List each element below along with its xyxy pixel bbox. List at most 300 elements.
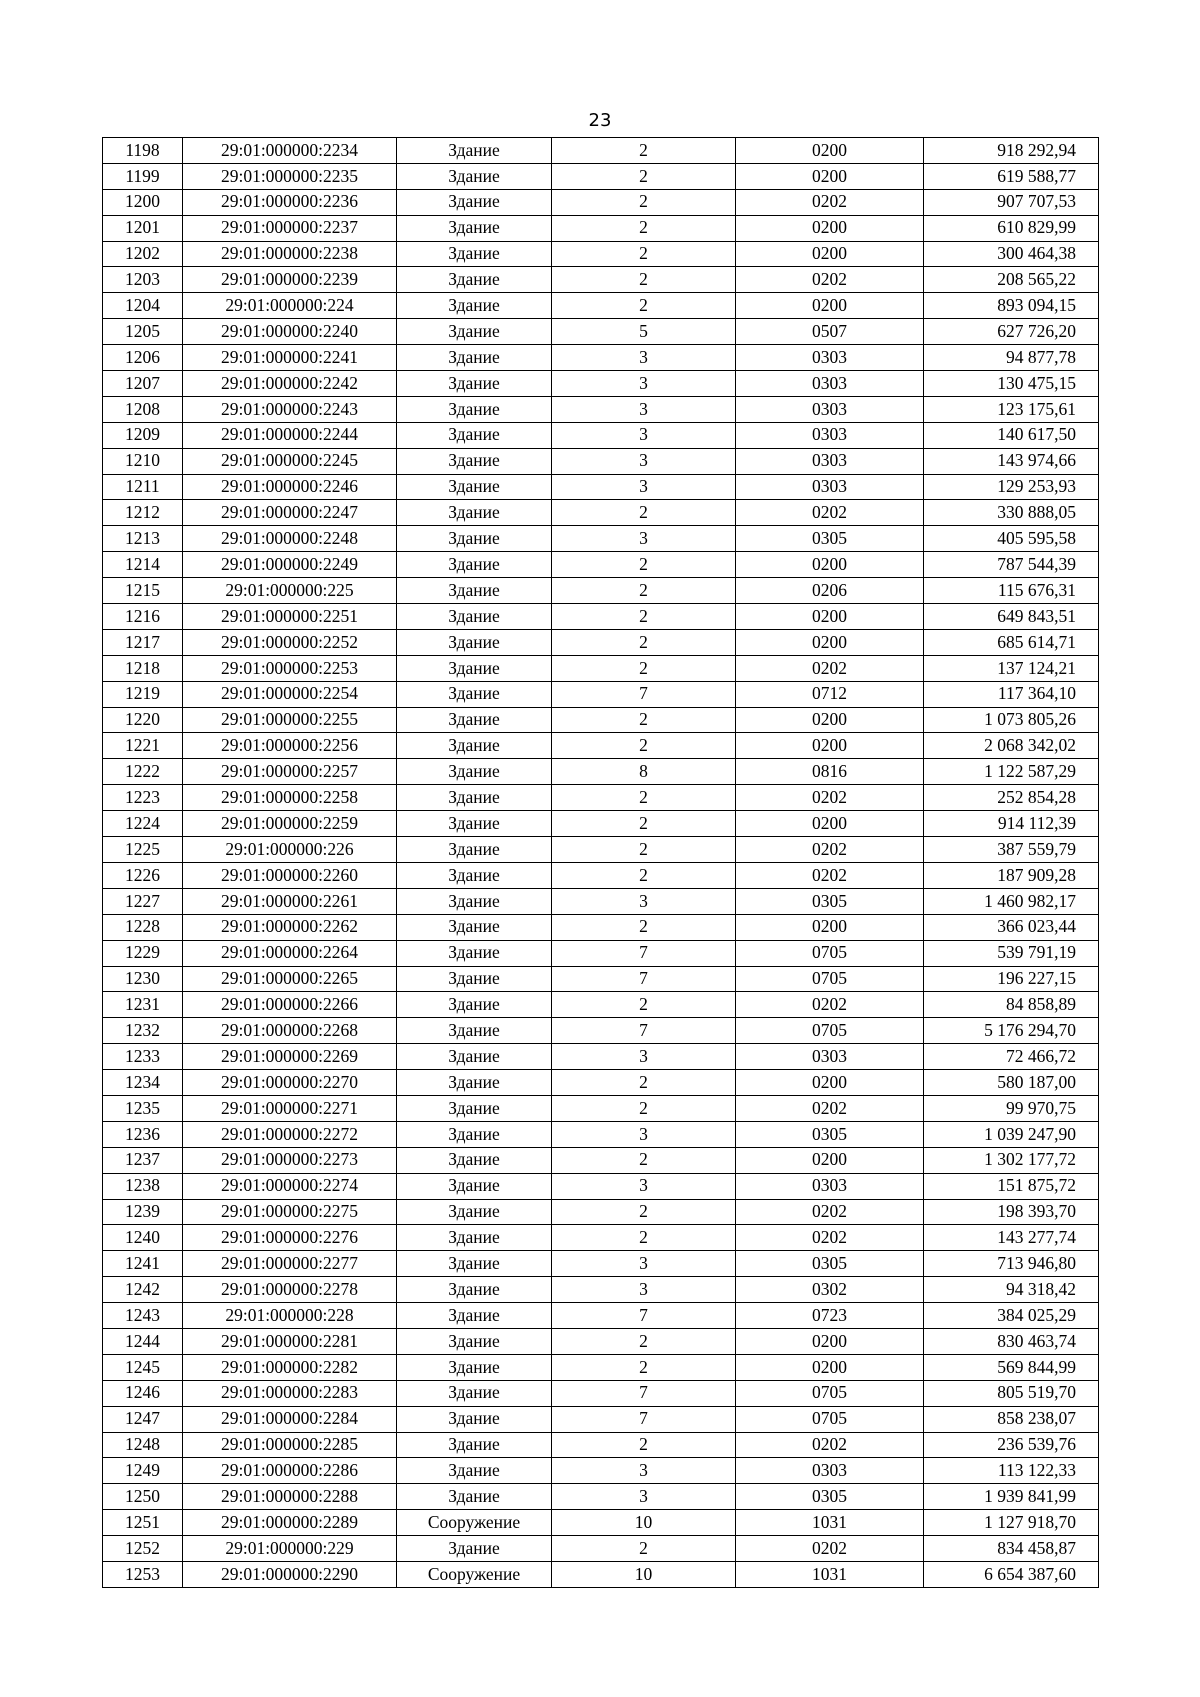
cadastral-value-cell: 539 791,19 — [924, 940, 1099, 966]
object-type-cell: Здание — [397, 1484, 552, 1510]
row-number-cell: 1245 — [103, 1354, 183, 1380]
group-code-cell: 2 — [552, 215, 736, 241]
row-number-cell: 1208 — [103, 396, 183, 422]
page-number: 23 — [588, 110, 612, 131]
object-type-cell: Здание — [397, 526, 552, 552]
row-number-cell: 1225 — [103, 837, 183, 863]
cadastral-number-cell: 29:01:000000:2243 — [183, 396, 397, 422]
subgroup-code-cell: 0202 — [736, 267, 924, 293]
object-type-cell: Здание — [397, 241, 552, 267]
object-type-cell: Здание — [397, 396, 552, 422]
table-row — [103, 526, 1099, 552]
cadastral-value-cell: 1 302 177,72 — [924, 1147, 1099, 1173]
group-code-cell: 2 — [552, 293, 736, 319]
object-type-cell: Здание — [397, 138, 552, 164]
table-row — [103, 1458, 1099, 1484]
row-number-cell: 1216 — [103, 604, 183, 630]
row-number-cell: 1233 — [103, 1044, 183, 1070]
cadastral-number-cell: 29:01:000000:2286 — [183, 1458, 397, 1484]
subgroup-code-cell: 0303 — [736, 345, 924, 371]
row-number-cell: 1212 — [103, 500, 183, 526]
registry-table-body — [103, 138, 1099, 1588]
cadastral-number-cell: 29:01:000000:2278 — [183, 1277, 397, 1303]
subgroup-code-cell: 0305 — [736, 526, 924, 552]
cadastral-number-cell: 29:01:000000:2248 — [183, 526, 397, 552]
group-code-cell: 3 — [552, 371, 736, 397]
group-code-cell: 2 — [552, 1432, 736, 1458]
table-row — [103, 138, 1099, 164]
group-code-cell: 10 — [552, 1510, 736, 1536]
cadastral-number-cell: 29:01:000000:2262 — [183, 914, 397, 940]
group-code-cell: 2 — [552, 1536, 736, 1562]
table-row — [103, 1484, 1099, 1510]
cadastral-number-cell: 29:01:000000:2249 — [183, 552, 397, 578]
table-row — [103, 1095, 1099, 1121]
row-number-cell: 1210 — [103, 448, 183, 474]
object-type-cell: Здание — [397, 1406, 552, 1432]
row-number-cell: 1204 — [103, 293, 183, 319]
cadastral-number-cell: 29:01:000000:2257 — [183, 759, 397, 785]
table-row — [103, 785, 1099, 811]
row-number-cell: 1248 — [103, 1432, 183, 1458]
cadastral-value-cell: 405 595,58 — [924, 526, 1099, 552]
table-row — [103, 733, 1099, 759]
cadastral-value-cell: 140 617,50 — [924, 422, 1099, 448]
subgroup-code-cell: 0705 — [736, 966, 924, 992]
row-number-cell: 1219 — [103, 681, 183, 707]
cadastral-value-cell: 196 227,15 — [924, 966, 1099, 992]
row-number-cell: 1230 — [103, 966, 183, 992]
group-code-cell: 2 — [552, 267, 736, 293]
table-row — [103, 241, 1099, 267]
cadastral-number-cell: 29:01:000000:2272 — [183, 1121, 397, 1147]
cadastral-number-cell: 29:01:000000:2246 — [183, 474, 397, 500]
cadastral-number-cell: 29:01:000000:2271 — [183, 1095, 397, 1121]
group-code-cell: 3 — [552, 526, 736, 552]
subgroup-code-cell: 0302 — [736, 1277, 924, 1303]
row-number-cell: 1236 — [103, 1121, 183, 1147]
cadastral-number-cell: 29:01:000000:2264 — [183, 940, 397, 966]
cadastral-value-cell: 1 039 247,90 — [924, 1121, 1099, 1147]
object-type-cell: Здание — [397, 500, 552, 526]
table-row — [103, 1018, 1099, 1044]
object-type-cell: Здание — [397, 1432, 552, 1458]
cadastral-number-cell: 29:01:000000:2251 — [183, 604, 397, 630]
object-type-cell: Здание — [397, 1328, 552, 1354]
group-code-cell: 2 — [552, 241, 736, 267]
subgroup-code-cell: 0705 — [736, 940, 924, 966]
cadastral-value-cell: 387 559,79 — [924, 837, 1099, 863]
cadastral-value-cell: 72 466,72 — [924, 1044, 1099, 1070]
object-type-cell: Здание — [397, 267, 552, 293]
cadastral-value-cell: 1 127 918,70 — [924, 1510, 1099, 1536]
cadastral-value-cell: 143 974,66 — [924, 448, 1099, 474]
table-row — [103, 345, 1099, 371]
table-row — [103, 1432, 1099, 1458]
subgroup-code-cell: 0303 — [736, 474, 924, 500]
subgroup-code-cell: 0200 — [736, 293, 924, 319]
cadastral-value-cell: 123 175,61 — [924, 396, 1099, 422]
group-code-cell: 2 — [552, 1095, 736, 1121]
table-row — [103, 1354, 1099, 1380]
group-code-cell: 7 — [552, 1406, 736, 1432]
cadastral-value-cell: 6 654 387,60 — [924, 1561, 1099, 1587]
cadastral-value-cell: 907 707,53 — [924, 189, 1099, 215]
group-code-cell: 7 — [552, 1018, 736, 1044]
row-number-cell: 1198 — [103, 138, 183, 164]
object-type-cell: Здание — [397, 1354, 552, 1380]
cadastral-number-cell: 29:01:000000:2284 — [183, 1406, 397, 1432]
cadastral-value-cell: 208 565,22 — [924, 267, 1099, 293]
cadastral-value-cell: 198 393,70 — [924, 1199, 1099, 1225]
object-type-cell: Здание — [397, 655, 552, 681]
group-code-cell: 7 — [552, 1303, 736, 1329]
cadastral-value-cell: 914 112,39 — [924, 811, 1099, 837]
row-number-cell: 1227 — [103, 888, 183, 914]
cadastral-number-cell: 29:01:000000:2277 — [183, 1251, 397, 1277]
table-row — [103, 267, 1099, 293]
row-number-cell: 1244 — [103, 1328, 183, 1354]
object-type-cell: Здание — [397, 1277, 552, 1303]
subgroup-code-cell: 0202 — [736, 1536, 924, 1562]
group-code-cell: 2 — [552, 1328, 736, 1354]
table-row — [103, 163, 1099, 189]
row-number-cell: 1201 — [103, 215, 183, 241]
cadastral-value-cell: 1 122 587,29 — [924, 759, 1099, 785]
group-code-cell: 7 — [552, 681, 736, 707]
object-type-cell: Здание — [397, 1225, 552, 1251]
table-row — [103, 1225, 1099, 1251]
cadastral-value-cell: 137 124,21 — [924, 655, 1099, 681]
object-type-cell: Здание — [397, 1536, 552, 1562]
row-number-cell: 1237 — [103, 1147, 183, 1173]
object-type-cell: Здание — [397, 163, 552, 189]
table-row — [103, 448, 1099, 474]
group-code-cell: 3 — [552, 396, 736, 422]
cadastral-value-cell: 1 073 805,26 — [924, 707, 1099, 733]
table-row — [103, 293, 1099, 319]
subgroup-code-cell: 0305 — [736, 1484, 924, 1510]
group-code-cell: 2 — [552, 837, 736, 863]
row-number-cell: 1215 — [103, 578, 183, 604]
row-number-cell: 1239 — [103, 1199, 183, 1225]
cadastral-value-cell: 610 829,99 — [924, 215, 1099, 241]
subgroup-code-cell: 0705 — [736, 1018, 924, 1044]
table-row — [103, 1406, 1099, 1432]
group-code-cell: 3 — [552, 1251, 736, 1277]
subgroup-code-cell: 0723 — [736, 1303, 924, 1329]
cadastral-value-cell: 151 875,72 — [924, 1173, 1099, 1199]
cadastral-value-cell: 384 025,29 — [924, 1303, 1099, 1329]
subgroup-code-cell: 0202 — [736, 500, 924, 526]
row-number-cell: 1200 — [103, 189, 183, 215]
subgroup-code-cell: 0303 — [736, 448, 924, 474]
row-number-cell: 1199 — [103, 163, 183, 189]
subgroup-code-cell: 0305 — [736, 1251, 924, 1277]
subgroup-code-cell: 0202 — [736, 189, 924, 215]
cadastral-number-cell: 29:01:000000:2281 — [183, 1328, 397, 1354]
object-type-cell: Здание — [397, 681, 552, 707]
cadastral-number-cell: 29:01:000000:2283 — [183, 1380, 397, 1406]
cadastral-number-cell: 29:01:000000:2256 — [183, 733, 397, 759]
row-number-cell: 1223 — [103, 785, 183, 811]
subgroup-code-cell: 0206 — [736, 578, 924, 604]
cadastral-number-cell: 29:01:000000:2244 — [183, 422, 397, 448]
group-code-cell: 2 — [552, 811, 736, 837]
cadastral-number-cell: 29:01:000000:2253 — [183, 655, 397, 681]
table-row — [103, 992, 1099, 1018]
registry-table — [102, 137, 1099, 1588]
table-row — [103, 888, 1099, 914]
cadastral-number-cell: 29:01:000000:2288 — [183, 1484, 397, 1510]
subgroup-code-cell: 0303 — [736, 371, 924, 397]
subgroup-code-cell: 0816 — [736, 759, 924, 785]
row-number-cell: 1250 — [103, 1484, 183, 1510]
group-code-cell: 3 — [552, 345, 736, 371]
object-type-cell: Здание — [397, 785, 552, 811]
group-code-cell: 2 — [552, 733, 736, 759]
table-row — [103, 319, 1099, 345]
subgroup-code-cell: 0202 — [736, 1432, 924, 1458]
group-code-cell: 2 — [552, 578, 736, 604]
cadastral-number-cell: 29:01:000000:2259 — [183, 811, 397, 837]
row-number-cell: 1247 — [103, 1406, 183, 1432]
row-number-cell: 1224 — [103, 811, 183, 837]
object-type-cell: Здание — [397, 1044, 552, 1070]
cadastral-value-cell: 330 888,05 — [924, 500, 1099, 526]
group-code-cell: 2 — [552, 914, 736, 940]
cadastral-number-cell: 29:01:000000:2235 — [183, 163, 397, 189]
cadastral-number-cell: 29:01:000000:2241 — [183, 345, 397, 371]
table-row — [103, 914, 1099, 940]
cadastral-value-cell: 1 939 841,99 — [924, 1484, 1099, 1510]
object-type-cell: Здание — [397, 966, 552, 992]
object-type-cell: Здание — [397, 345, 552, 371]
table-row — [103, 422, 1099, 448]
cadastral-value-cell: 858 238,07 — [924, 1406, 1099, 1432]
cadastral-number-cell: 29:01:000000:228 — [183, 1303, 397, 1329]
cadastral-number-cell: 29:01:000000:2255 — [183, 707, 397, 733]
cadastral-value-cell: 115 676,31 — [924, 578, 1099, 604]
row-number-cell: 1202 — [103, 241, 183, 267]
subgroup-code-cell: 0202 — [736, 862, 924, 888]
cadastral-value-cell: 830 463,74 — [924, 1328, 1099, 1354]
group-code-cell: 3 — [552, 422, 736, 448]
cadastral-value-cell: 94 318,42 — [924, 1277, 1099, 1303]
object-type-cell: Здание — [397, 189, 552, 215]
row-number-cell: 1249 — [103, 1458, 183, 1484]
table-row — [103, 1173, 1099, 1199]
object-type-cell: Здание — [397, 371, 552, 397]
cadastral-value-cell: 619 588,77 — [924, 163, 1099, 189]
row-number-cell: 1242 — [103, 1277, 183, 1303]
group-code-cell: 3 — [552, 1458, 736, 1484]
row-number-cell: 1209 — [103, 422, 183, 448]
group-code-cell: 3 — [552, 1277, 736, 1303]
object-type-cell: Здание — [397, 1303, 552, 1329]
row-number-cell: 1251 — [103, 1510, 183, 1536]
row-number-cell: 1214 — [103, 552, 183, 578]
cadastral-value-cell: 569 844,99 — [924, 1354, 1099, 1380]
table-row — [103, 681, 1099, 707]
group-code-cell: 2 — [552, 604, 736, 630]
subgroup-code-cell: 0303 — [736, 396, 924, 422]
subgroup-code-cell: 0200 — [736, 552, 924, 578]
table-row — [103, 811, 1099, 837]
group-code-cell: 2 — [552, 1147, 736, 1173]
table-row — [103, 966, 1099, 992]
cadastral-value-cell: 94 877,78 — [924, 345, 1099, 371]
subgroup-code-cell: 0202 — [736, 655, 924, 681]
table-row — [103, 707, 1099, 733]
subgroup-code-cell: 0200 — [736, 215, 924, 241]
cadastral-value-cell: 129 253,93 — [924, 474, 1099, 500]
group-code-cell: 2 — [552, 138, 736, 164]
subgroup-code-cell: 0202 — [736, 785, 924, 811]
cadastral-number-cell: 29:01:000000:2268 — [183, 1018, 397, 1044]
object-type-cell: Здание — [397, 888, 552, 914]
row-number-cell: 1252 — [103, 1536, 183, 1562]
object-type-cell: Сооружение — [397, 1561, 552, 1587]
group-code-cell: 2 — [552, 992, 736, 1018]
group-code-cell: 3 — [552, 474, 736, 500]
table-row — [103, 189, 1099, 215]
subgroup-code-cell: 0712 — [736, 681, 924, 707]
table-row — [103, 500, 1099, 526]
group-code-cell: 3 — [552, 1173, 736, 1199]
cadastral-number-cell: 29:01:000000:2234 — [183, 138, 397, 164]
object-type-cell: Здание — [397, 837, 552, 863]
group-code-cell: 2 — [552, 629, 736, 655]
table-row — [103, 759, 1099, 785]
subgroup-code-cell: 0202 — [736, 992, 924, 1018]
row-number-cell: 1221 — [103, 733, 183, 759]
cadastral-value-cell: 787 544,39 — [924, 552, 1099, 578]
cadastral-value-cell: 130 475,15 — [924, 371, 1099, 397]
subgroup-code-cell: 0200 — [736, 241, 924, 267]
table-row — [103, 1147, 1099, 1173]
object-type-cell: Здание — [397, 1173, 552, 1199]
object-type-cell: Здание — [397, 578, 552, 604]
table-row — [103, 1561, 1099, 1587]
cadastral-value-cell: 713 946,80 — [924, 1251, 1099, 1277]
subgroup-code-cell: 0200 — [736, 629, 924, 655]
object-type-cell: Здание — [397, 1458, 552, 1484]
group-code-cell: 2 — [552, 189, 736, 215]
table-row — [103, 1510, 1099, 1536]
cadastral-number-cell: 29:01:000000:2261 — [183, 888, 397, 914]
row-number-cell: 1231 — [103, 992, 183, 1018]
cadastral-value-cell: 143 277,74 — [924, 1225, 1099, 1251]
group-code-cell: 5 — [552, 319, 736, 345]
cadastral-number-cell: 29:01:000000:224 — [183, 293, 397, 319]
cadastral-number-cell: 29:01:000000:2274 — [183, 1173, 397, 1199]
object-type-cell: Здание — [397, 940, 552, 966]
table-row — [103, 1380, 1099, 1406]
cadastral-number-cell: 29:01:000000:2282 — [183, 1354, 397, 1380]
group-code-cell: 2 — [552, 1225, 736, 1251]
object-type-cell: Здание — [397, 293, 552, 319]
table-row — [103, 215, 1099, 241]
row-number-cell: 1232 — [103, 1018, 183, 1044]
group-code-cell: 3 — [552, 1484, 736, 1510]
group-code-cell: 2 — [552, 1354, 736, 1380]
subgroup-code-cell: 0200 — [736, 914, 924, 940]
group-code-cell: 2 — [552, 163, 736, 189]
cadastral-value-cell: 893 094,15 — [924, 293, 1099, 319]
object-type-cell: Здание — [397, 1147, 552, 1173]
row-number-cell: 1229 — [103, 940, 183, 966]
cadastral-number-cell: 29:01:000000:2242 — [183, 371, 397, 397]
object-type-cell: Здание — [397, 1070, 552, 1096]
table-row — [103, 1277, 1099, 1303]
row-number-cell: 1203 — [103, 267, 183, 293]
row-number-cell: 1206 — [103, 345, 183, 371]
group-code-cell: 2 — [552, 500, 736, 526]
cadastral-number-cell: 29:01:000000:2240 — [183, 319, 397, 345]
subgroup-code-cell: 0200 — [736, 733, 924, 759]
cadastral-number-cell: 29:01:000000:2239 — [183, 267, 397, 293]
cadastral-number-cell: 29:01:000000:2252 — [183, 629, 397, 655]
object-type-cell: Здание — [397, 707, 552, 733]
cadastral-value-cell: 685 614,71 — [924, 629, 1099, 655]
cadastral-value-cell: 918 292,94 — [924, 138, 1099, 164]
cadastral-value-cell: 84 858,89 — [924, 992, 1099, 1018]
cadastral-number-cell: 29:01:000000:2276 — [183, 1225, 397, 1251]
group-code-cell: 7 — [552, 966, 736, 992]
group-code-cell: 2 — [552, 1070, 736, 1096]
cadastral-number-cell: 29:01:000000:2265 — [183, 966, 397, 992]
cadastral-value-cell: 187 909,28 — [924, 862, 1099, 888]
object-type-cell: Здание — [397, 862, 552, 888]
cadastral-value-cell: 252 854,28 — [924, 785, 1099, 811]
row-number-cell: 1207 — [103, 371, 183, 397]
table-row — [103, 629, 1099, 655]
row-number-cell: 1235 — [103, 1095, 183, 1121]
cadastral-value-cell: 805 519,70 — [924, 1380, 1099, 1406]
subgroup-code-cell: 0202 — [736, 1095, 924, 1121]
row-number-cell: 1243 — [103, 1303, 183, 1329]
cadastral-value-cell: 300 464,38 — [924, 241, 1099, 267]
object-type-cell: Здание — [397, 1380, 552, 1406]
subgroup-code-cell: 0202 — [736, 837, 924, 863]
table-row — [103, 578, 1099, 604]
subgroup-code-cell: 0200 — [736, 1328, 924, 1354]
subgroup-code-cell: 0200 — [736, 1070, 924, 1096]
cadastral-number-cell: 29:01:000000:2266 — [183, 992, 397, 1018]
row-number-cell: 1220 — [103, 707, 183, 733]
row-number-cell: 1211 — [103, 474, 183, 500]
object-type-cell: Здание — [397, 759, 552, 785]
subgroup-code-cell: 0303 — [736, 1173, 924, 1199]
object-type-cell: Здание — [397, 215, 552, 241]
table-row — [103, 1121, 1099, 1147]
subgroup-code-cell: 0202 — [736, 1225, 924, 1251]
subgroup-code-cell: 1031 — [736, 1561, 924, 1587]
cadastral-number-cell: 29:01:000000:2247 — [183, 500, 397, 526]
table-row — [103, 1070, 1099, 1096]
subgroup-code-cell: 0303 — [736, 422, 924, 448]
subgroup-code-cell: 0200 — [736, 138, 924, 164]
object-type-cell: Здание — [397, 733, 552, 759]
object-type-cell: Здание — [397, 552, 552, 578]
group-code-cell: 3 — [552, 1121, 736, 1147]
cadastral-number-cell: 29:01:000000:2258 — [183, 785, 397, 811]
object-type-cell: Здание — [397, 1251, 552, 1277]
row-number-cell: 1228 — [103, 914, 183, 940]
subgroup-code-cell: 0303 — [736, 1458, 924, 1484]
object-type-cell: Здание — [397, 604, 552, 630]
